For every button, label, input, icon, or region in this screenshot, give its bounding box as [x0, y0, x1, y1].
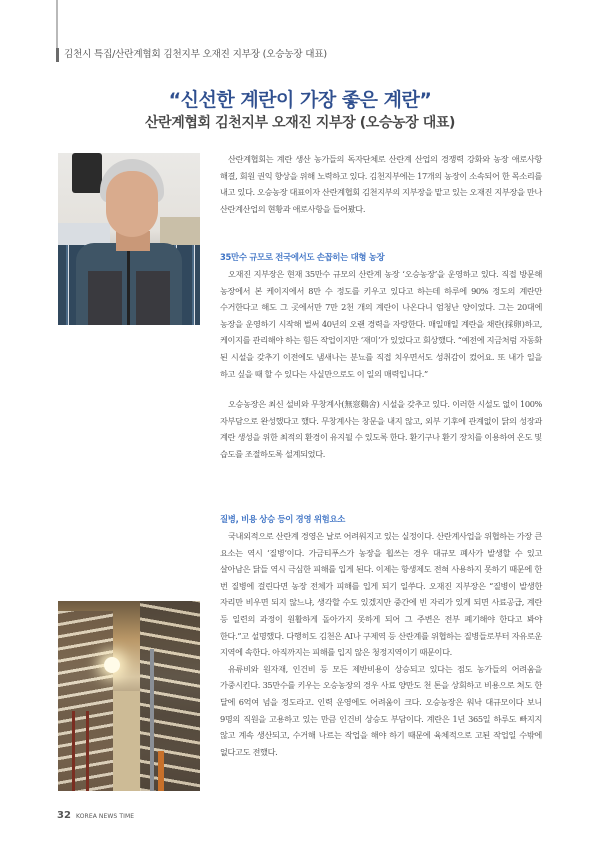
- photo-detail: [113, 691, 141, 791]
- article-subtitle: 산란계협회 김천지부 오재진 지부장 (오승농장 대표): [145, 115, 455, 131]
- paragraph: 오재진 지부장은 현재 35만수 규모의 산란계 농장 ‘오승농장’을 운영하고 있다. 직접 방문해 농장에서 본 케이지에서 8만 수 정도를 키우고 있다고 하는데 하루에 90% 정도의 계란만 수거한다고 해도 그 곳에서만 7만 2천 개의 계란이 나온다니 엄청난 양이었다. 그는 20대에 농장을 운영하기 시작해 벌써 40년의 오랜 경력을 자랑한다. 매일매일 계란을 채란(採卵)하고, 케이지를 관리해야 하는 힘든 작업이지만 ‘재미’가 있었다고 회상했다. “예전에 지금처럼 자동화 된 시설을 갖추기 이전에도 냄새나는 분뇨를 직접 치우면서도 성취감이 컸어요. 또 내가 일을 하고 싶을 때 할 수 있다는 사실만으로도 이 일의 매력입니다.”: [220, 269, 542, 379]
- magazine-name: KOREA NEWS TIME: [76, 813, 135, 820]
- farm-photo: [58, 601, 200, 791]
- section-heading-1: 35만수 규모로 전국에서도 손꼽히는 대형 농장: [220, 252, 385, 262]
- portrait-photo: [58, 153, 200, 325]
- paragraph: 국내외적으로 산란계 경영은 날로 어려워지고 있는 실정이다. 산란계사업을 위협하는 가장 큰 요소는 역시 ‘질병’이다. 가금티푸스가 농장을 휩쓰는 경우 대규모 폐사가 발생할 수 있고 살아남은 닭들 역시 극심한 피해를 입게 된다. 이제는 항생제도 전혀 사용하지 못하기 때문에 한 번 질병에 걸린다면 농장 전체가 피해를 입게 되기 일쑤다. 오재진 지부장은 “질병이 발생한 자리만 비우면 되지 않느냐, 생각할 수도 있겠지만 중간에 빈 자리가 있게 되면 사료공급, 계란 등 일련의 과정이 원활하게 돌아가지 못하게 되어 그 주변은 전부 폐기해야 한다고 봐야 한다.”고 설명했다. 다행히도 김천은 AI나 구제역 등 산란계를 위협하는 질병들로부터 자유로운 지역에 속한다. 아직까지는 피해를 입지 않은 청정지역이기 때문이다.: [220, 531, 542, 658]
- photo-detail: [127, 249, 130, 325]
- photo-detail: [104, 657, 120, 673]
- page-number: 32: [57, 810, 71, 821]
- section-tag: 김천시 특집/산란계협회 김천지부 오재진 지부장 (오승농장 대표): [56, 48, 327, 62]
- photo-detail: [106, 171, 158, 237]
- paragraph: 오승농장은 최신 설비와 무창계사(無窓鷄舍) 시설을 갖추고 있다. 이러한 시설도 없이 100% 자부담으로 완성했다고 했다. 무창계사는 창문을 내지 않고, 외부 기후에 관계없이 닭의 성장과 계란 생성을 위한 최적의 환경이 유지될 수 있도록 한다. 환기구나 환기 장치를 이용하여 온도 및 습도를 조절하도록 설계되었다.: [220, 399, 542, 459]
- photo-detail: [140, 601, 200, 791]
- intro-paragraph: [220, 151, 542, 217]
- article-title: “신선한 계란이 가장 좋은 계란”: [168, 89, 432, 111]
- page-footer: [57, 803, 134, 822]
- photo-detail: [158, 751, 164, 791]
- intro-text: 산란계협회는 계란 생산 농가들의 독자단체로 산란계 산업의 경쟁력 강화와 농장 애로사항 해결, 회원 권익 향상을 위해 노력하고 있다. 김천지부에는 17개의 농장이 소속되어 한 목소리를 내고 있다. 오승농장 대표이자 산란계협회 김천지부의 지부장을 맡고 있는 오재진 지부장을 만나 산란계산업의 현황과 애로사항을 들어봤다.: [220, 154, 542, 214]
- photo-detail: [86, 711, 89, 791]
- photo-detail: [72, 153, 102, 193]
- section-2-body: [220, 528, 542, 760]
- section-heading-2: 질병, 비용 상승 등이 경영 위험요소: [220, 514, 346, 524]
- photo-detail: [72, 711, 75, 791]
- photo-detail: [88, 271, 122, 325]
- photo-detail: [136, 271, 170, 325]
- paragraph: 유류비와 원자재, 인건비 등 모든 제반비용이 상승되고 있다는 점도 농가들의 어려움을 가중시킨다. 35만수를 키우는 오승농장의 경우 사료 양만도 천 톤을 상회하고 비용으로 쳐도 한 달에 6억여 넘을 정도라고. 인력 운영에도 어려움이 크다. 오승농장은 워낙 대규모이다 보니 9명의 직원을 고용하고 있는 만큼 인건비 상승도 부담이다. 계란은 1년 365일 하루도 빠지지 않고 계속 생산되고, 수거해 나르는 작업을 해야 하기 때문에 육체적으로 고된 작업일 수밖에 없다고도 전했다.: [220, 663, 542, 757]
- section-1-body: [220, 266, 542, 463]
- photo-detail: [150, 649, 154, 791]
